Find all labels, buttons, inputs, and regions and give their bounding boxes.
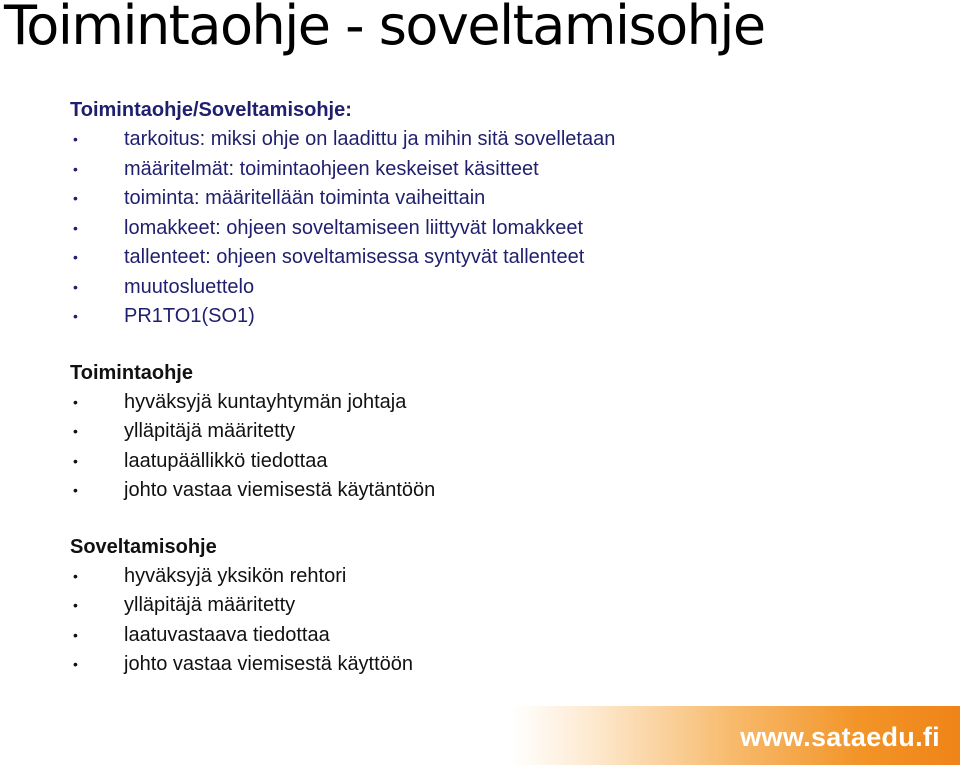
bullet-icon: • [73,308,78,324]
list-item-text: ylläpitäjä määritetty [124,420,296,442]
bullet-icon: • [73,597,78,613]
list-item [70,650,930,680]
list-item [70,562,930,592]
list-item [70,184,930,214]
list-item [70,447,930,477]
section-toimintaohje [70,359,930,506]
list-item-text: hyväksyjä yksikön rehtori [124,564,347,587]
list-item-text: hyväksyjä kuntayhtymän johtaja [124,390,407,413]
list-item [70,476,930,506]
list-item-text: laatuvastaava tiedottaa [124,623,330,646]
bullet-list [70,388,930,506]
bullet-icon: • [73,423,78,439]
bullet-icon: • [73,626,78,643]
bullet-icon: • [73,160,78,177]
bullet-icon: • [73,249,78,265]
slide-title: Toimintaohje - soveltamisohje [4,0,765,57]
list-item [70,273,930,303]
list-item [70,621,930,651]
list-item-text: johto vastaa viemisestä käytäntöön [124,479,436,501]
bullet-icon: • [73,190,78,206]
list-item-text: määritelmät: toimintaohjeen keskeiset käsitteet [124,157,539,180]
bullet-icon: • [73,393,78,410]
section-soveltamisohje [70,533,930,680]
list-item [70,417,930,447]
list-item-text: toiminta: määritellään toiminta vaiheittain [124,187,486,209]
section-heading: Toimintaohje/Soveltamisohje: [70,99,352,121]
list-item-text: tallenteet: ohjeen soveltamisessa syntyvät tallenteet [124,246,585,268]
list-item [70,302,930,332]
list-item-text: lomakkeet: ohjeen soveltamiseen liittyvät lomakkeet [124,216,584,239]
list-item [70,591,930,621]
section-toimintaohje-soveltamisohje [70,96,930,332]
list-item-text: johto vastaa viemisestä käyttöön [124,653,414,675]
list-item-text: laatupäällikkö tiedottaa [124,449,328,472]
list-item [70,388,930,418]
list-item-text: muutosluettelo [124,275,255,298]
footer-url: www.sataedu.fi [740,722,940,752]
bullet-list [70,562,930,680]
bullet-list [70,125,930,332]
bullet-icon: • [73,482,78,498]
list-item-text: tarkoitus: miksi ohje on laadittu ja mihin sitä sovelletaan [124,128,616,150]
list-item [70,243,930,273]
list-item [70,155,930,185]
bullet-icon: • [73,452,78,469]
bullet-icon: • [73,278,78,295]
bullet-icon: • [73,567,78,584]
list-item [70,214,930,244]
section-spacer [70,332,930,359]
bullet-icon: • [73,131,78,147]
section-heading: Toimintaohje [70,361,193,384]
section-heading: Soveltamisohje [70,535,217,558]
list-item-text: PR1TO1(SO1) [124,305,255,327]
list-item-text: ylläpitäjä määritetty [124,594,296,616]
bullet-icon: • [73,656,78,672]
section-spacer [70,506,930,533]
list-item [70,125,930,155]
slide-content [70,96,930,680]
bullet-icon: • [73,219,78,236]
